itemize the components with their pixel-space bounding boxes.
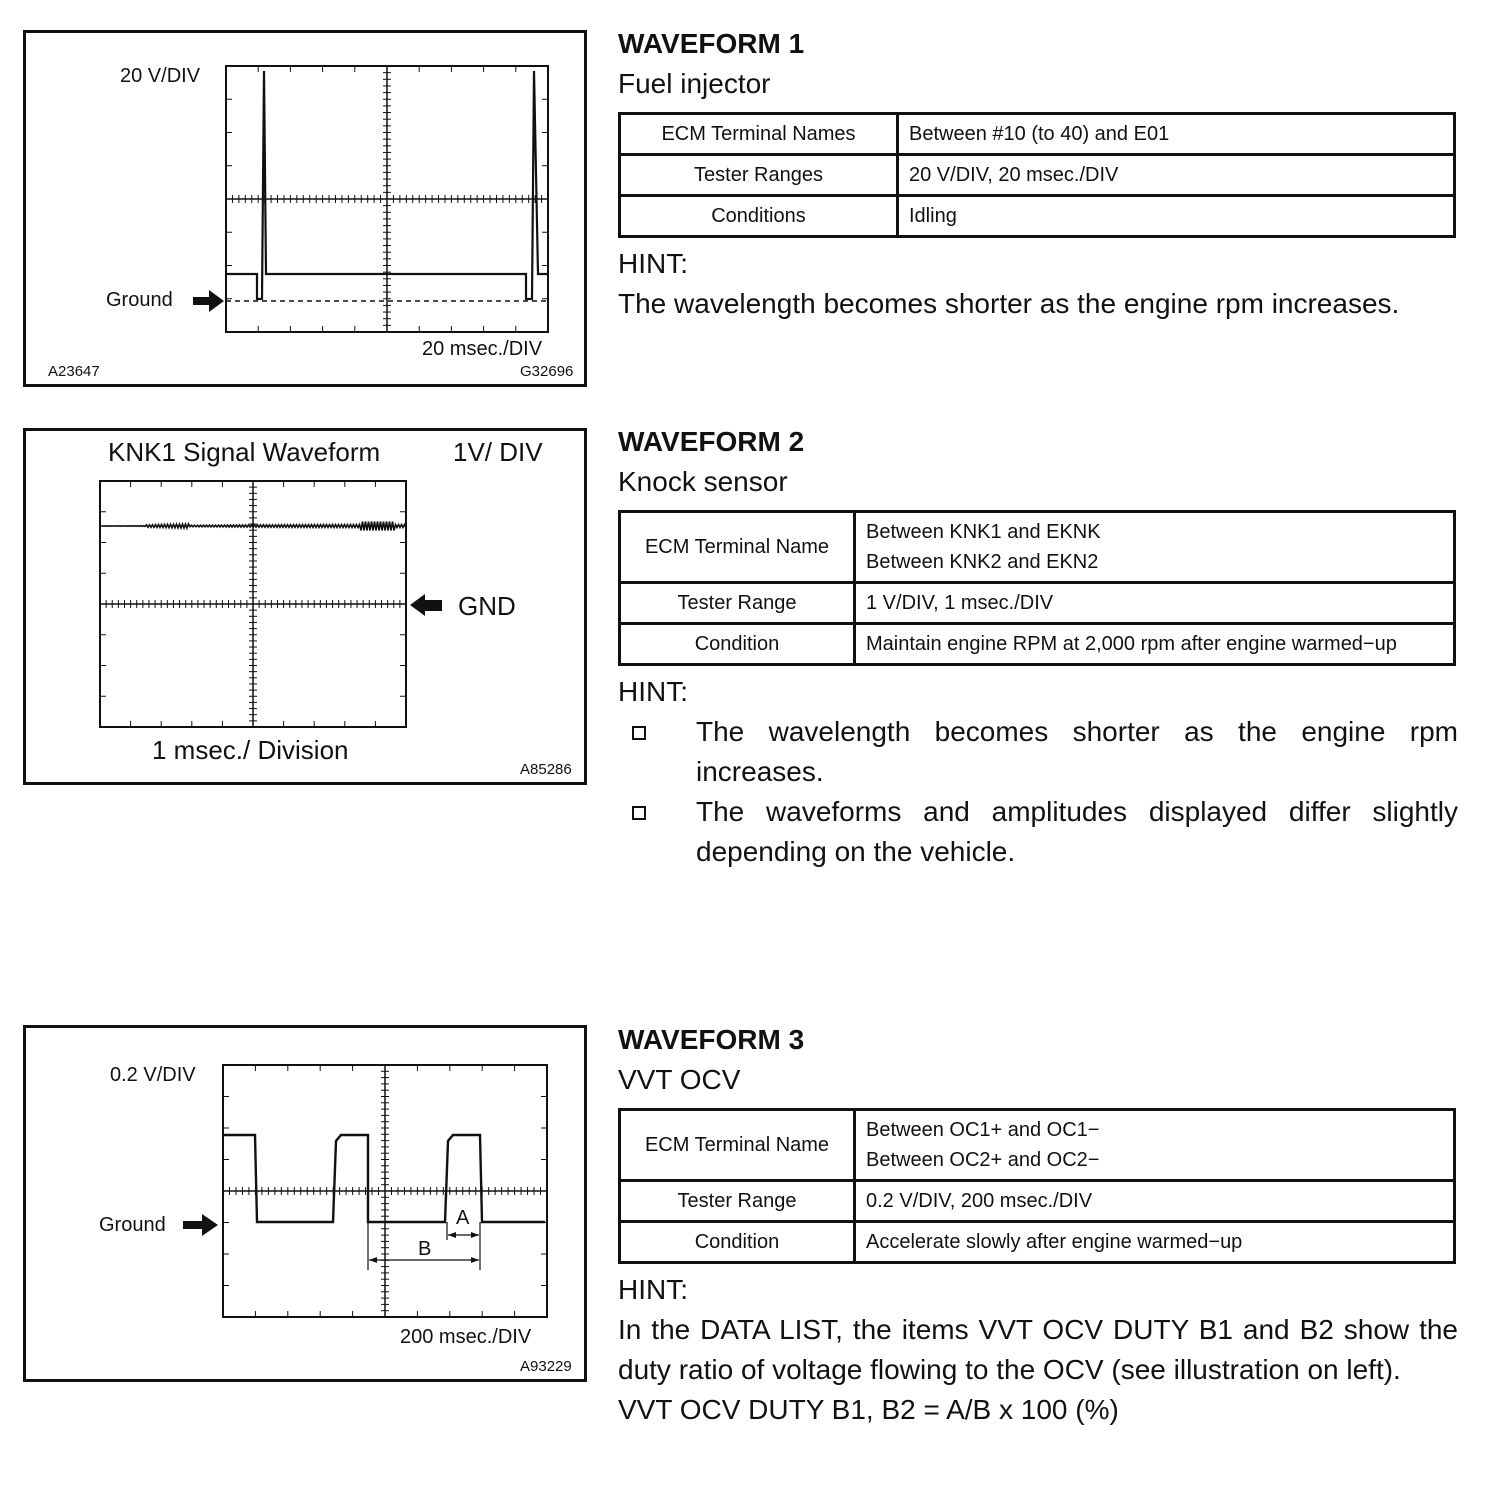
dimension-label-b: B <box>418 1238 432 1260</box>
vdiv-label: 1V/ DIV <box>453 437 543 467</box>
ground-arrow <box>183 1214 218 1236</box>
figure-code-left: A23647 <box>48 363 100 380</box>
hint-text: In the DATA LIST, the items VVT OCV DUTY B1 and B2 show the duty ratio of voltage flowing to the OCV (see illustration on left). <box>618 1314 1458 1385</box>
tdiv-label: 20 msec./DIV <box>422 338 543 360</box>
bullet-text: The waveforms and amplitudes displayed differ slightly depending on the vehicle. <box>696 796 1458 867</box>
table-value-line: Between KNK2 and EKN2 <box>866 551 1099 573</box>
table-value <box>855 512 1455 583</box>
dimension-label-a: A <box>456 1207 470 1229</box>
table-label: Tester Range <box>620 583 855 624</box>
section-subtitle: Knock sensor <box>618 466 788 497</box>
spec-table <box>618 1108 1456 1264</box>
table-value <box>855 1110 1455 1181</box>
table-label: Tester Range <box>620 1181 855 1222</box>
table-value: Maintain engine RPM at 2,000 rpm after engine warmed−up <box>855 624 1455 665</box>
hint-bullet <box>618 712 1458 792</box>
waveform1-scope <box>26 33 590 390</box>
table-label: Condition <box>620 624 855 665</box>
table-row <box>620 1110 1455 1181</box>
table-row <box>620 196 1455 237</box>
table-value-line: Between OC1+ and OC1− <box>866 1119 1100 1141</box>
table-value: Between #10 (to 40) and E01 <box>898 114 1455 155</box>
figure-code: A85286 <box>520 761 572 778</box>
checkbox-bullet-icon <box>632 726 646 740</box>
ground-label: Ground <box>106 289 173 311</box>
table-row <box>620 1222 1455 1263</box>
table-value-line: Between OC2+ and OC2− <box>866 1149 1100 1171</box>
table-row <box>620 512 1455 583</box>
waveform1-section <box>618 24 1458 324</box>
table-label: Tester Ranges <box>620 155 898 196</box>
table-label: Condition <box>620 1222 855 1263</box>
waveform2-section <box>618 422 1458 872</box>
hint-label: HINT: <box>618 676 688 707</box>
table-row <box>620 624 1455 665</box>
table-row <box>620 583 1455 624</box>
table-row <box>620 114 1455 155</box>
tdiv-label: 200 msec./DIV <box>400 1326 532 1348</box>
tdiv-label: 1 msec./ Division <box>152 735 349 765</box>
table-value: 20 V/DIV, 20 msec./DIV <box>898 155 1455 196</box>
table-label: ECM Terminal Name <box>620 512 855 583</box>
hint-label: HINT: <box>618 248 688 279</box>
vdiv-label: 20 V/DIV <box>120 65 201 87</box>
waveform3-figure <box>23 1025 587 1382</box>
section-title: WAVEFORM 1 <box>618 28 805 59</box>
table-label: ECM Terminal Names <box>620 114 898 155</box>
table-value: Accelerate slowly after engine warmed−up <box>855 1222 1455 1263</box>
table-value: 1 V/DIV, 1 msec./DIV <box>855 583 1455 624</box>
vdiv-label: 0.2 V/DIV <box>110 1064 196 1086</box>
bullet-text: The wavelength becomes shorter as the engine rpm increases. <box>696 716 1458 787</box>
duty-formula: VVT OCV DUTY B1, B2 = A/B x 100 (%) <box>618 1394 1119 1425</box>
section-subtitle: VVT OCV <box>618 1064 741 1095</box>
spec-table <box>618 112 1456 238</box>
waveform3-section <box>618 1020 1458 1430</box>
figure-code-right: G32696 <box>520 363 574 380</box>
ground-arrow <box>193 290 224 312</box>
waveform1-figure <box>23 30 587 387</box>
section-subtitle: Fuel injector <box>618 68 771 99</box>
gnd-arrow <box>410 594 442 616</box>
section-title: WAVEFORM 3 <box>618 1024 805 1055</box>
spec-table <box>618 510 1456 666</box>
table-value-line: Between KNK1 and EKNK <box>866 521 1101 543</box>
table-label: ECM Terminal Name <box>620 1110 855 1181</box>
figure-title: KNK1 Signal Waveform <box>108 437 381 467</box>
checkbox-bullet-icon <box>632 806 646 820</box>
table-value: 0.2 V/DIV, 200 msec./DIV <box>855 1181 1455 1222</box>
ground-label: Ground <box>99 1214 166 1236</box>
table-value: Idling <box>898 196 1455 237</box>
table-row <box>620 155 1455 196</box>
table-row <box>620 1181 1455 1222</box>
hint-bullet <box>618 792 1458 872</box>
hint-label: HINT: <box>618 1274 688 1305</box>
figure-code: A93229 <box>520 1358 572 1375</box>
table-label: Conditions <box>620 196 898 237</box>
hint-text: The wavelength becomes shorter as the engine rpm increases. <box>618 288 1400 319</box>
waveform2-figure <box>23 428 587 785</box>
section-title: WAVEFORM 2 <box>618 426 805 457</box>
gnd-label: GND <box>458 591 516 621</box>
